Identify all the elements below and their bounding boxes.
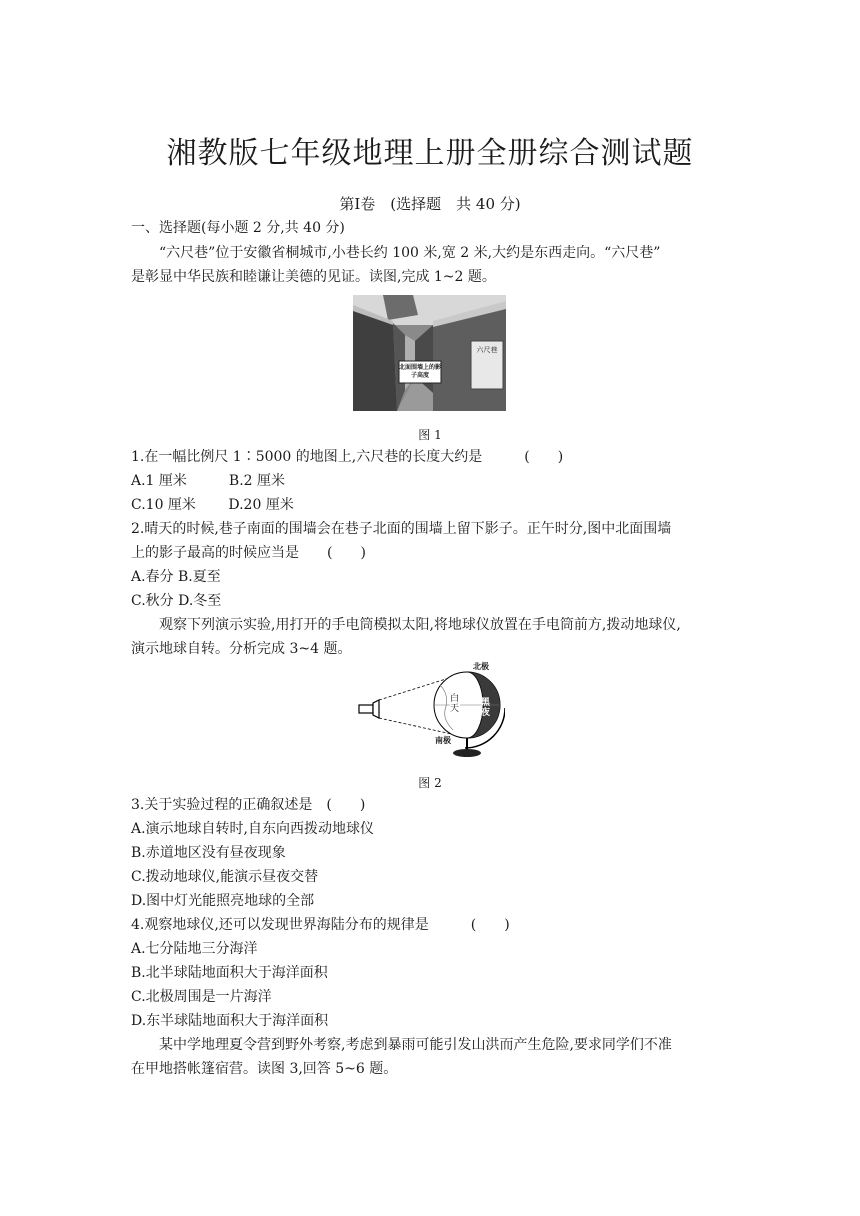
flashlight-icon [359, 705, 373, 713]
q3-option-c: C.拨动地球仪,能演示昼夜交替 [131, 869, 319, 885]
intro-3-line-2: 在甲地搭帐篷宿营。读图 3,回答 5~6 题。 [131, 1061, 398, 1077]
q3-stem: 3.关于实验过程的正确叙述是 ( ) [131, 797, 366, 813]
intro-2-line-1: 观察下列演示实验,用打开的手电筒模拟太阳,将地球仪放置在手电筒前方,拨动地球仪, [159, 617, 681, 633]
intro-1-line-2: 是彰显中华民族和睦谦让美德的见证。读图,完成 1~2 题。 [131, 269, 496, 285]
q2-stem-line-1: 2.晴天的时候,巷子南面的围墙会在巷子北面的围墙上留下影子。正午时分,图中北面围墙 [131, 521, 672, 537]
q4-option-a: A.七分陆地三分海洋 [131, 941, 258, 957]
part-heading: 一、选择题(每小题 2 分,共 40 分) [131, 220, 345, 236]
day-label: 白天 [450, 694, 460, 714]
section-title: 第Ⅰ卷 (选择题 共 40 分) [339, 195, 521, 213]
q4-option-c: C.北极周围是一片海洋 [131, 989, 272, 1005]
intro-2-line-2: 演示地球自转。分析完成 3~4 题。 [131, 641, 352, 657]
page-title: 湘教版七年级地理上册全册综合测试题 [166, 136, 694, 171]
q4-option-d: D.东半球陆地面积大于海洋面积 [131, 1013, 329, 1029]
q4-stem: 4.观察地球仪,还可以发现世界海陆分布的规律是 ( ) [131, 917, 510, 933]
q3-option-b: B.赤道地区没有昼夜现象 [131, 845, 286, 861]
figure-1-caption: 图 1 [418, 428, 442, 442]
q2-stem-line-2: 上的影子最高的时候应当是 ( ) [131, 545, 366, 561]
north-pole-label: 北极 [473, 661, 489, 671]
q3-option-d: D.图中灯光能照亮地球的全部 [131, 893, 315, 909]
figure-2-diagram [355, 660, 505, 760]
q1-options-row-1: A.1 厘米 B.2 厘米 [131, 473, 286, 489]
intro-3-line-1: 某中学地理夏令营到野外考察,考虑到暴雨可能引发山洪而产生危险,要求同学们不准 [159, 1037, 672, 1053]
q3-option-a: A.演示地球自转时,自东向西拨动地球仪 [131, 821, 375, 837]
photo-sign-label: 北面围墙上的影子高度 [399, 364, 442, 379]
q1-stem: 1.在一幅比例尺 1∶5000 的地图上,六尺巷的长度大约是 ( ) [131, 449, 564, 465]
q1-options-row-2: C.10 厘米 D.20 厘米 [131, 497, 294, 513]
figure-2-caption: 图 2 [418, 776, 442, 790]
photo-plaque-label: 六尺巷 [476, 346, 498, 354]
night-label: 黑夜 [481, 698, 491, 718]
q2-options-row-2: C.秋分 D.冬至 [131, 593, 222, 609]
south-pole-label: 南极 [435, 735, 451, 745]
q2-options-row-1: A.春分 B.夏至 [131, 569, 221, 585]
figure-1-photo [353, 295, 506, 411]
intro-1-line-1: “六尺巷”位于安徽省桐城市,小巷长约 100 米,宽 2 米,大约是东西走向。“六尺巷” [159, 245, 661, 261]
q4-option-b: B.北半球陆地面积大于海洋面积 [131, 965, 328, 981]
